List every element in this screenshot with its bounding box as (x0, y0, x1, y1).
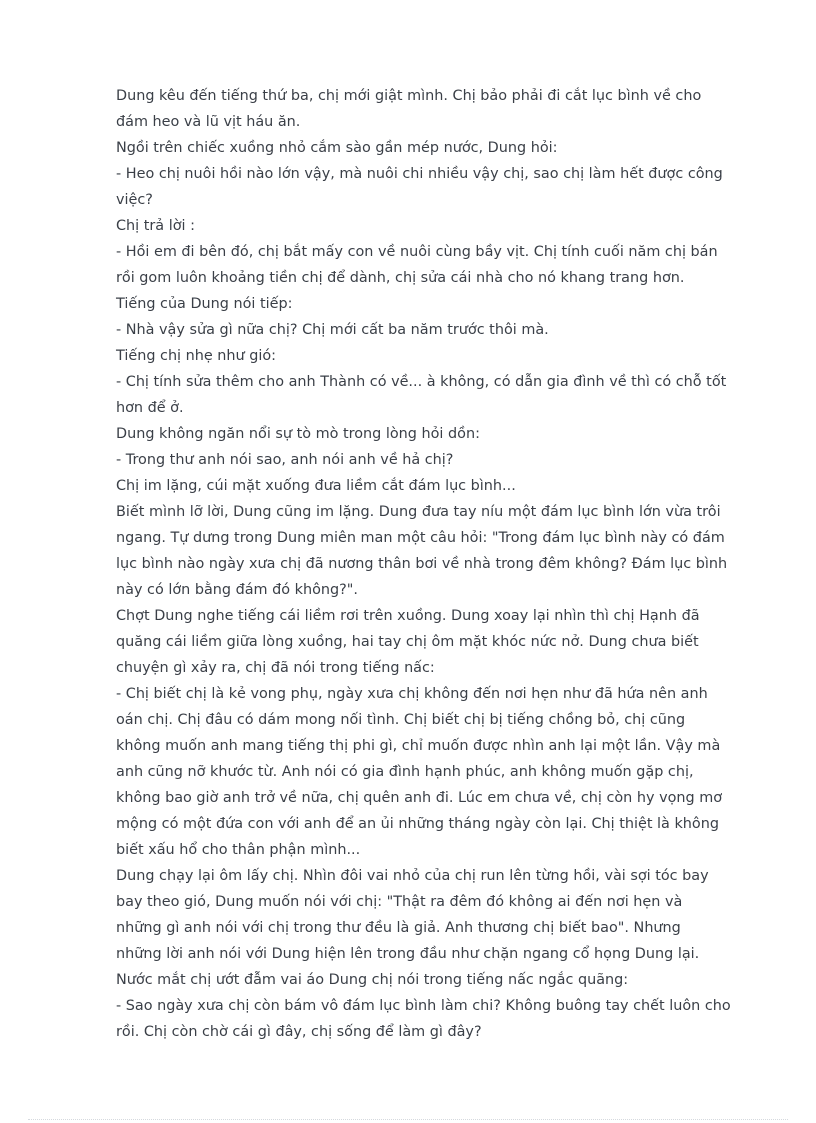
text-line: Chợt Dung nghe tiếng cái liềm rơi trên xuồng. Dung xoay lại nhìn thì chị Hạnh đã (116, 608, 700, 624)
text-line: không bao giờ anh trở về nữa, chị quên anh đi. Lúc em chưa về, chị còn hy vọng mơ (116, 790, 723, 806)
text-line: mộng có một đứa con với anh để an ủi những tháng ngày còn lại. Chị thiệt là không (116, 816, 719, 832)
text-line: Tiếng của Dung nói tiếp: (116, 296, 293, 312)
text-line: này có lớn bằng đám đó không?". (116, 582, 359, 598)
text-line: đám heo và lũ vịt háu ăn. (116, 114, 301, 130)
text-line: những gì anh nói với chị trong thư đều là giả. Anh thương chị biết bao". Nhưng (116, 920, 681, 936)
text-line: lục bình nào ngày xưa chị đã nương thân bơi về nhà trong đêm không? Đám lục bình (116, 556, 728, 572)
text-line: ngang. Tự dưng trong Dung miên man một câu hỏi: "Trong đám lục bình này có đám (116, 530, 725, 546)
text-line: quăng cái liềm giữa lòng xuồng, hai tay chị ôm mặt khóc nức nở. Dung chưa biết (116, 634, 699, 650)
story-text (116, 83, 736, 1045)
text-line: Chị trả lời : (116, 218, 195, 234)
text-line: - Chị tính sửa thêm cho anh Thành có về... à không, có dẫn gia đình về thì có chỗ tốt (116, 374, 727, 390)
text-line: - Heo chị nuôi hồi nào lớn vậy, mà nuôi chi nhiều vậy chị, sao chị làm hết được công (116, 166, 723, 182)
text-line: - Chị biết chị là kẻ vong phụ, ngày xưa chị không đến nơi hẹn như đã hứa nên anh (116, 686, 708, 702)
text-line: rồi gom luôn khoảng tiền chị để dành, chị sửa cái nhà cho nó khang trang hơn. (116, 270, 685, 286)
text-line: bay theo gió, Dung muốn nói với chị: "Thật ra đêm đó không ai đến nơi hẹn và (116, 894, 683, 910)
text-line: Dung chạy lại ôm lấy chị. Nhìn đôi vai nhỏ của chị run lên từng hồi, vài sợi tóc bay (116, 868, 709, 884)
text-line: chuyện gì xảy ra, chị đã nói trong tiếng nấc: (116, 660, 435, 676)
text-line: - Hồi em đi bên đó, chị bắt mấy con về nuôi cùng bầy vịt. Chị tính cuối năm chị bán (116, 244, 718, 260)
text-line: - Sao ngày xưa chị còn bám vô đám lục bình làm chi? Không buông tay chết luôn cho (116, 998, 731, 1014)
text-line: rồi. Chị còn chờ cái gì đây, chị sống để làm gì đây? (116, 1024, 482, 1040)
text-line: Tiếng chị nhẹ như gió: (116, 348, 277, 364)
text-line: việc? (116, 192, 153, 208)
text-line: Dung không ngăn nổi sự tò mò trong lòng hỏi dồn: (116, 426, 480, 442)
text-line: những lời anh nói với Dung hiện lên trong đầu như chặn ngang cổ họng Dung lại. (116, 946, 700, 962)
text-line: - Trong thư anh nói sao, anh nói anh về hả chị? (116, 452, 454, 468)
text-line: anh cũng nỡ khước từ. Anh nói có gia đình hạnh phúc, anh không muốn gặp chị, (116, 764, 694, 780)
text-line: biết xấu hổ cho thân phận mình... (116, 842, 361, 858)
text-line: Ngồi trên chiếc xuồng nhỏ cắm sào gần mép nước, Dung hỏi: (116, 140, 558, 156)
text-line: - Nhà vậy sửa gì nữa chị? Chị mới cất ba năm trước thôi mà. (116, 322, 549, 338)
text-line: không muốn anh mang tiếng thị phi gì, chỉ muốn được nhìn anh lại một lần. Vậy mà (116, 738, 721, 754)
text-line: Nước mắt chị ướt đẫm vai áo Dung chị nói trong tiếng nấc ngắc quãng: (116, 972, 629, 988)
text-line: oán chị. Chị đâu có dám mong nối tình. Chị biết chị bị tiếng chồng bỏ, chị cũng (116, 712, 686, 728)
text-line: Dung kêu đến tiếng thứ ba, chị mới giật mình. Chị bảo phải đi cắt lục bình về cho (116, 88, 702, 104)
text-line: Chị im lặng, cúi mặt xuống đưa liềm cắt đám lục bình... (116, 478, 516, 494)
text-line: hơn để ở. (116, 400, 184, 416)
page-bottom-divider (28, 1119, 788, 1120)
text-line: Biết mình lỡ lời, Dung cũng im lặng. Dung đưa tay níu một đám lục bình lớn vừa trôi (116, 504, 721, 520)
